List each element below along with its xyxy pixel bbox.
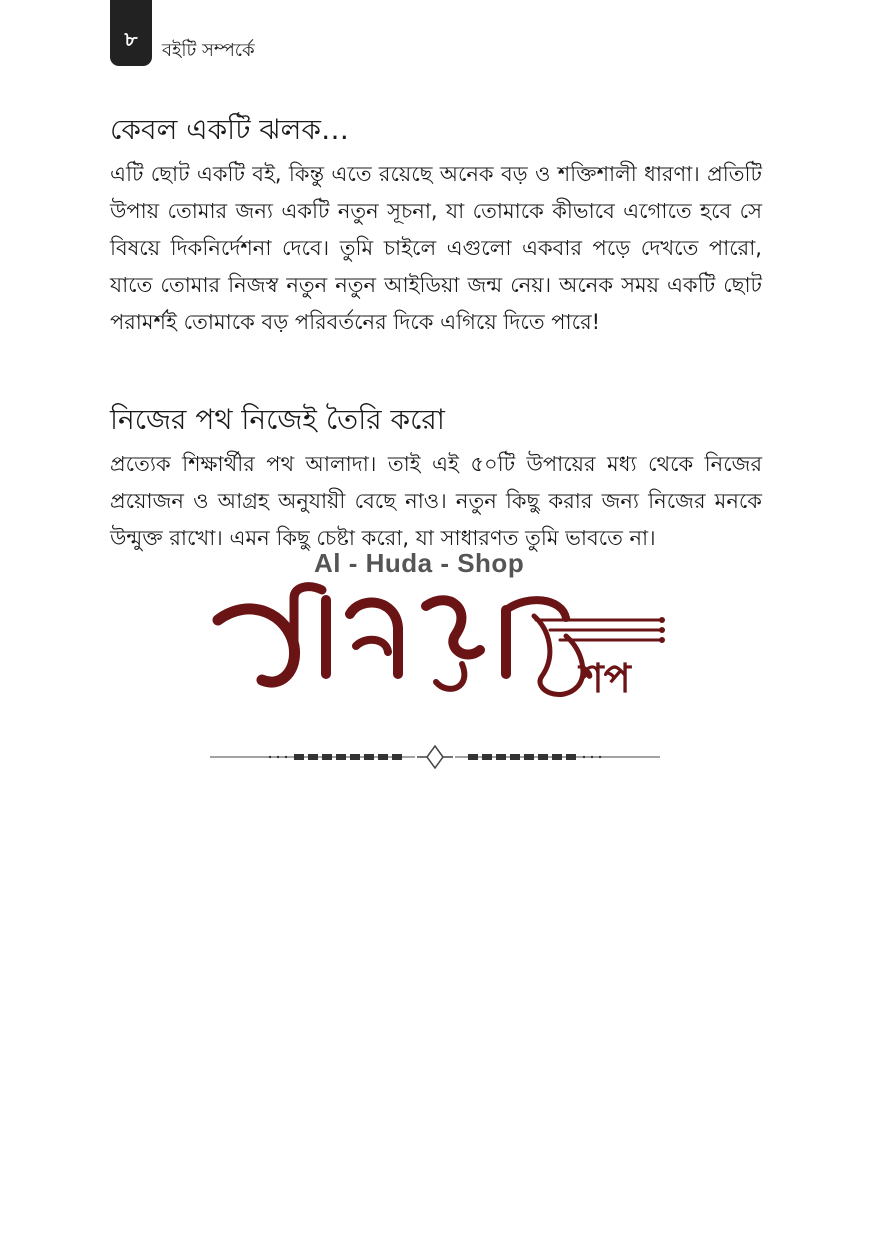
page-number: ৮: [124, 27, 138, 51]
section-own-path: [110, 400, 762, 557]
shop-logo-icon: [210, 576, 670, 698]
watermark-latin-text: Al - Huda - Shop: [314, 548, 525, 578]
shop-watermark: [210, 548, 670, 698]
section-heading: নিজের পথ নিজেই তৈরি করো: [110, 403, 445, 436]
section-body: এটি ছোট একটি বই, কিন্তু এতে রয়েছে অনেক বড় ও শক্তিশালী ধারণা। প্রতিটি উপায় তোমার জন্য একটি নতুন সূচনা, যা তোমাকে কীভাবে এগোতে হবে সে বিষয়ে দিকনির্দেশনা দেবে। তুমি চাইলে এগুলো একবার পড়ে দেখতে পারো, যাতে তোমার নিজস্ব নতুন নতুন আইডিয়া জন্ম নেয়। অনেক সময় একটি ছোট পরামর্শই তোমাকে বড় পরিবর্তনের দিকে এগিয়ে দিতে পারে!: [110, 162, 762, 334]
svg-text:শপ: শপ: [580, 656, 631, 698]
ornamental-divider-icon: [210, 744, 660, 770]
section-glimpse: [110, 110, 762, 341]
section-heading: কেবল একটি ঝলক…: [110, 113, 349, 146]
section-body: প্রত্যেক শিক্ষার্থীর পথ আলাদা। তাই এই ৫০টি উপায়ের মধ্য থেকে নিজের প্রয়োজন ও আগ্রহ অনুযায়ী বেছে নাও। নতুন কিছু করার জন্য নিজের মনকে উন্মুক্ত রাখো। এমন কিছু চেষ্টা করো, যা সাধারণত তুমি ভাবতে না।: [110, 452, 762, 550]
running-header-title: বইটি সম্পর্কে: [162, 40, 255, 61]
page-number-tab: [110, 0, 152, 66]
